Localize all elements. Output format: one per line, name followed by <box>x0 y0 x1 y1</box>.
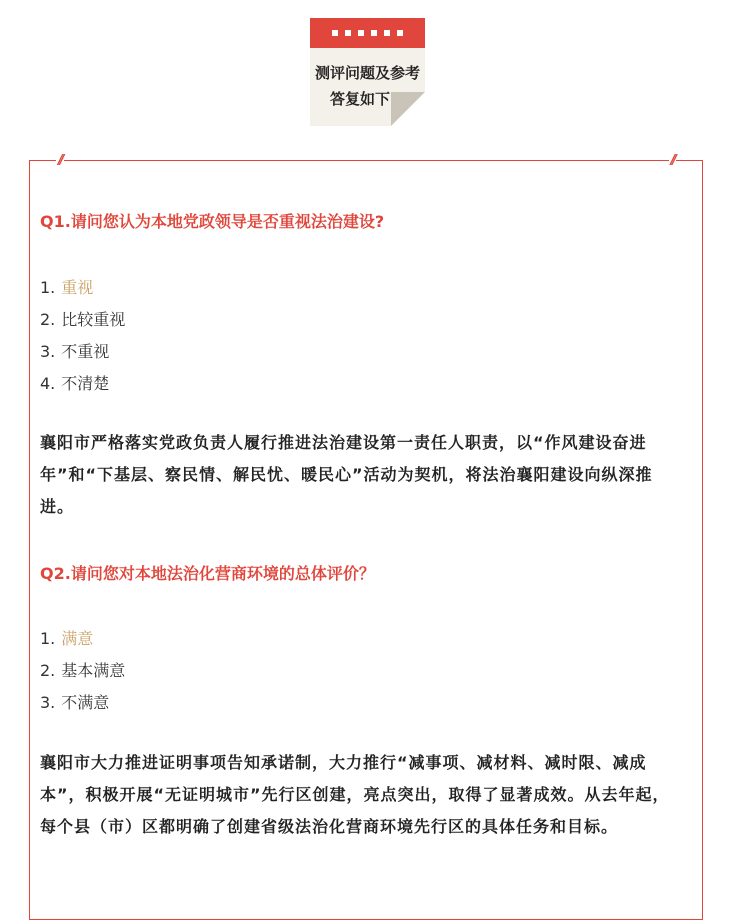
q1-option-3 <box>40 339 109 362</box>
decor-square-icon <box>358 30 364 36</box>
q2-answer-paragraph: 襄阳市大力推进证明事项告知承诺制，大力推行“减事项、减材料、减时限、减成本”，积极开展“无证明城市”先行区创建，亮点突出，取得了显著成效。从去年起，每个县（市）区都明确了创建省级法治化营商环境先行区的具体任务和目标。 <box>40 753 670 836</box>
frame-corner-mark-left: // <box>58 153 62 168</box>
option-number: 3. <box>40 693 56 712</box>
option-text: 重视 <box>61 278 94 297</box>
option-text: 满意 <box>61 629 94 648</box>
q1-option-1 <box>40 275 93 298</box>
decor-square-icon <box>384 30 390 36</box>
q1-option-4 <box>40 371 109 394</box>
q2-option-3 <box>40 690 109 713</box>
option-number: 3. <box>40 342 56 361</box>
decor-square-icon <box>397 30 403 36</box>
option-text: 不满意 <box>61 693 110 712</box>
option-number: 2. <box>40 310 56 329</box>
header-title-line1: 测评问题及参考 <box>314 64 420 82</box>
frame-corner-mark-right: // <box>670 153 674 168</box>
header-red-bar <box>310 18 425 48</box>
option-text: 不清楚 <box>61 374 110 393</box>
q1-answer-paragraph: 襄阳市严格落实党政负责人履行推进法治建设第一责任人职责，以“作风建设奋进年”和“下基层、察民情、解民忧、暖民心”活动为契机，将法治襄阳建设向纵深推进。 <box>40 433 653 516</box>
option-text: 不重视 <box>61 342 110 361</box>
header-title-line2: 答复如下： <box>329 90 405 108</box>
q2-option-1 <box>40 626 93 649</box>
decor-square-icon <box>345 30 351 36</box>
page-fold-icon <box>391 92 425 126</box>
option-number: 1. <box>40 278 56 297</box>
option-number: 2. <box>40 661 56 680</box>
option-number: 1. <box>40 629 56 648</box>
decor-square-icon <box>371 30 377 36</box>
header-card <box>310 18 425 126</box>
option-text: 基本满意 <box>61 661 126 680</box>
question-2-title: Q2.请问您对本地法治化营商环境的总体评价？ <box>40 564 375 583</box>
header-card-body <box>310 48 425 126</box>
option-text: 比较重视 <box>61 310 126 329</box>
option-number: 4. <box>40 374 56 393</box>
decor-square-icon <box>332 30 338 36</box>
content-frame <box>29 153 703 920</box>
q2-option-2 <box>40 658 125 681</box>
question-1-title: Q1.请问您认为本地党政领导是否重视法治建设? <box>40 212 385 231</box>
q1-option-2 <box>40 307 125 330</box>
